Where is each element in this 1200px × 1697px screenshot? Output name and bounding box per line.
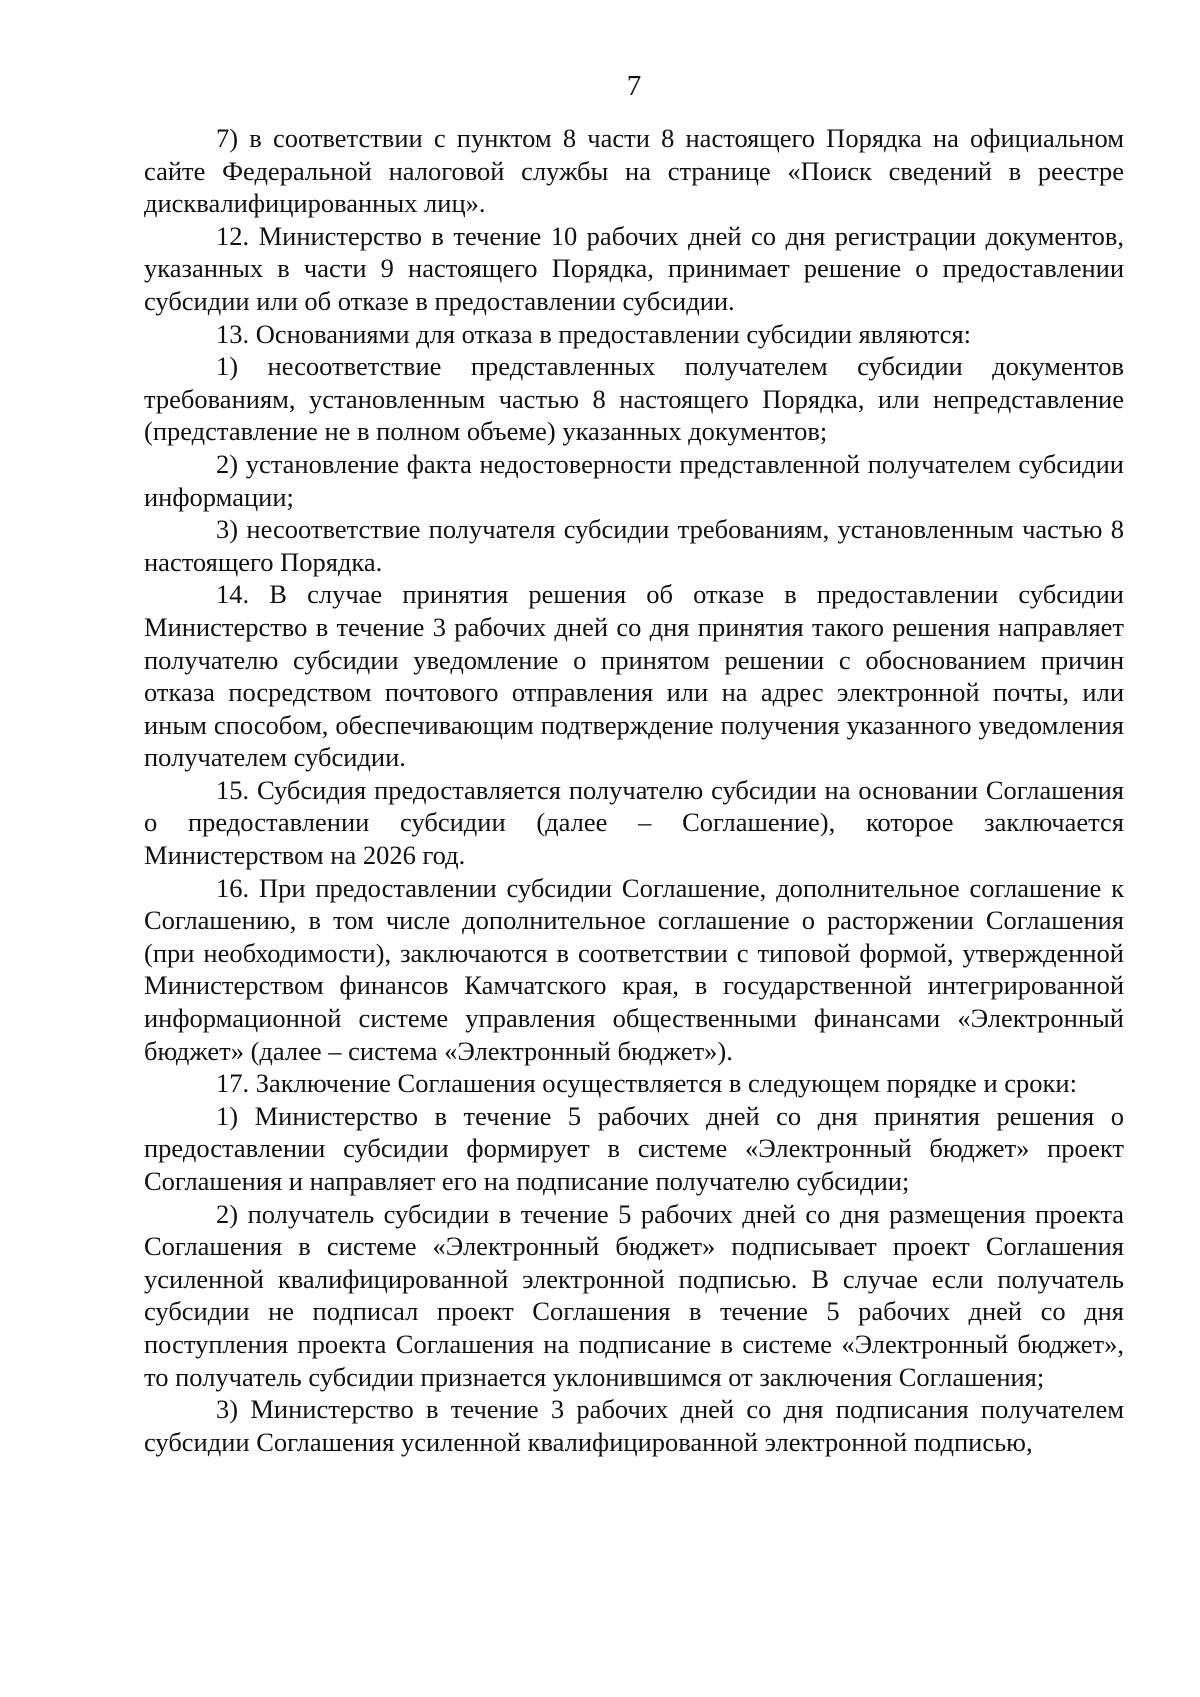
document-body [144, 122, 1124, 1458]
paragraph-17-item-1: 1) Министерство в течение 5 рабочих дней со дня принятия решения о предоставлении субсидии формирует в системе «Электронный бюджет» проект Соглашения и направляет его на подписание получателю субсидии; [144, 1100, 1124, 1196]
page-number: 7 [626, 70, 642, 102]
paragraph-17-item-3: 3) Министерство в течение 3 рабочих дней со дня подписания получателем субсидии Соглашения усиленной квалифицированной электронной подписью, [144, 1394, 1124, 1457]
paragraph-15: 15. Субсидия предоставляется получателю субсидии на основании Соглашения о предоставлении субсидии (далее – Соглашение), которое заключается Министерством на 2026 год. [144, 774, 1124, 871]
paragraph-13-item-1: 1) несоответствие представленных получателем субсидии документов требованиям, установленным частью 8 настоящего Порядка, или непредставление (представление не в полном объеме) указанных документов; [144, 351, 1124, 447]
paragraph-13-item-2: 2) установление факта недостоверности представленной получателем субсидии информации; [144, 448, 1124, 512]
paragraph-12: 12. Министерство в течение 10 рабочих дней со дня регистрации документов, указанных в части 9 настоящего Порядка, принимает решение о предоставлении субсидии или об отказе в предоставлении субсидии. [144, 220, 1124, 316]
paragraph-17-item-2: 2) получатель субсидии в течение 5 рабочих дней со дня размещения проекта Соглашения в системе «Электронный бюджет» подписывает проект Соглашения усиленной квалифицированной электронной подписью. В случае если получатель субсидии не подписал проект Соглашения в течение 5 рабочих дней со дня поступления проекта Соглашения на подписание в системе «Электронный бюджет», то получатель субсидии признается уклонившимся от заключения Соглашения; [144, 1198, 1124, 1392]
paragraph-item-7: 7) в соответствии с пунктом 8 части 8 настоящего Порядка на официальном сайте Федеральной налоговой службы на странице «Поиск сведений в реестре дисквалифицированных лиц». [144, 123, 1124, 219]
paragraph-14: 14. В случае принятия решения об отказе в предоставлении субсидии Министерство в течение 3 рабочих дней со дня принятия такого решения направляет получателю субсидии уведомление о принятом решении с обоснованием причин отказа посредством почтового отправления или на адрес электронной почты, или иным способом, обеспечивающим подтверждение получения указанного уведомления получателем субсидии. [144, 579, 1124, 773]
paragraph-16: 16. При предоставлении субсидии Соглашение, дополнительное соглашение к Соглашению, в том числе дополнительное соглашение о расторжении Соглашения (при необходимости), заключаются в соответствии с типовой формой, утвержденной Министерством финансов Камчатского края, в государственной интегрированной информационной системе управления общественными финансами «Электронный бюджет» (далее – система «Электронный бюджет»). [144, 872, 1124, 1066]
paragraph-13: 13. Основаниями для отказа в предоставлении субсидии являются: [216, 318, 971, 349]
paragraph-13-item-3: 3) несоответствие получателя субсидии требованиям, установленным частью 8 настоящего Порядка. [144, 514, 1124, 577]
paragraph-17: 17. Заключение Соглашения осуществляется в следующем порядке и сроки: [216, 1068, 1077, 1099]
